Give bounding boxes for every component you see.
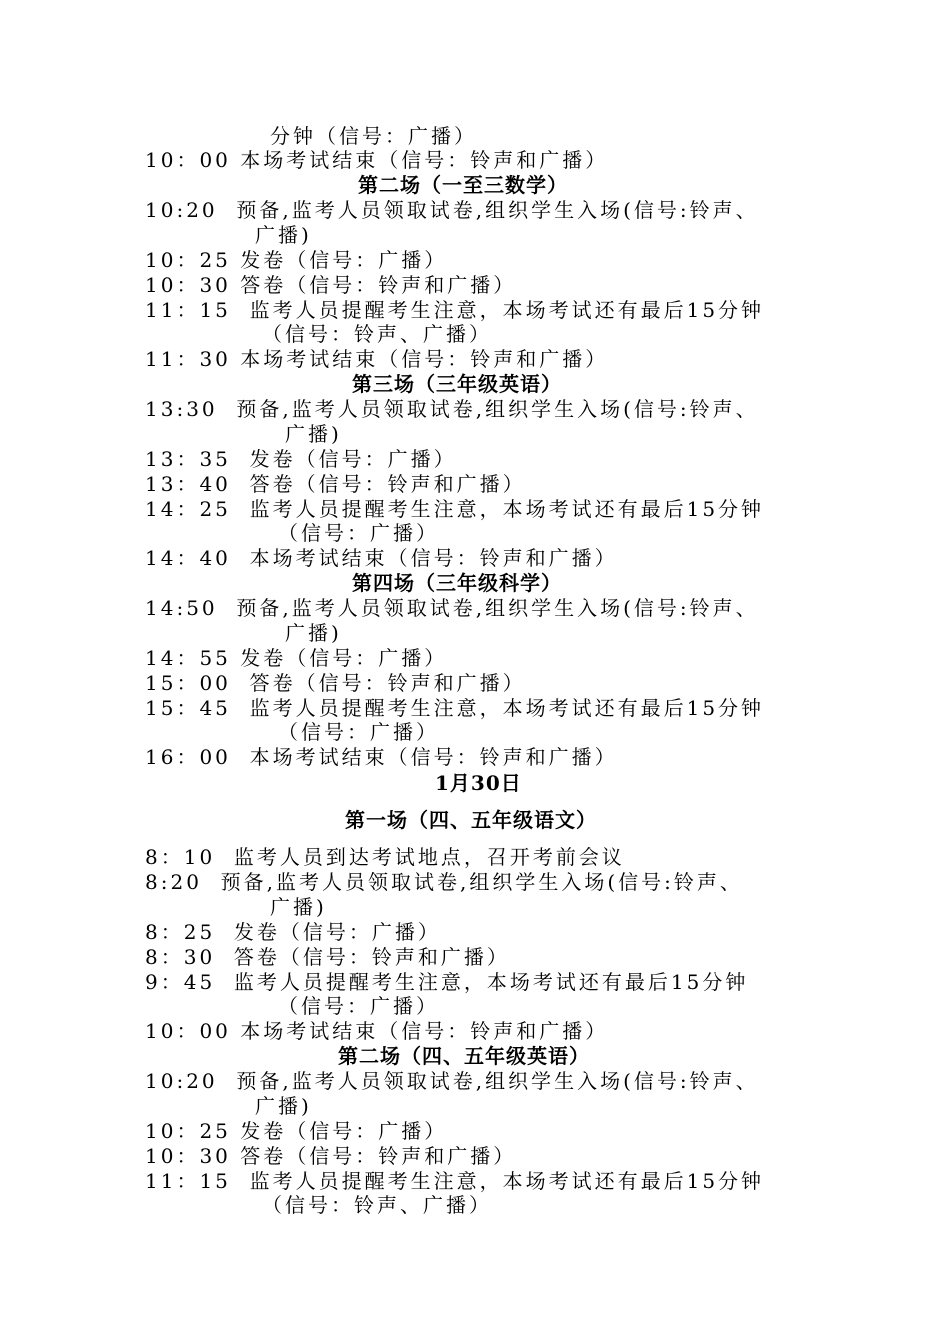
text-line: 分钟（信号：广播） <box>270 124 477 148</box>
text-line: 10：00 本场考试结束（信号：铃声和广播） <box>145 148 609 172</box>
text-line: （信号：广播） <box>278 720 439 744</box>
text-line: 9：45 监考人员提醒考生注意，本场考试还有最后15分钟 <box>145 970 749 994</box>
section-heading: 第四场（三年级科学） <box>352 571 562 595</box>
text-line: （信号：广播） <box>278 521 439 545</box>
text-line: 广播) <box>255 223 312 247</box>
text-line: 广播) <box>270 895 327 919</box>
text-line: 13:30 预备,监考人员领取试卷,组织学生入场(信号:铃声、 <box>145 397 759 421</box>
text-line: （信号：广播） <box>278 994 439 1018</box>
text-line: 16：00 本场考试结束（信号：铃声和广播） <box>145 745 618 769</box>
text-line: 13：35 发卷（信号：广播） <box>145 447 457 471</box>
text-line: 11：15 监考人员提醒考生注意，本场考试还有最后15分钟 <box>145 1169 765 1193</box>
text-line: （信号：铃声、广播） <box>262 322 492 346</box>
text-line: 13：40 答卷（信号：铃声和广播） <box>145 472 526 496</box>
text-line: 8：30 答卷（信号：铃声和广播） <box>145 945 510 969</box>
section-heading: 第二场（四、五年级英语） <box>338 1044 590 1068</box>
text-line: 10:20 预备,监考人员领取试卷,组织学生入场(信号:铃声、 <box>145 1069 759 1093</box>
text-line: 8：25 发卷（信号：广播） <box>145 920 441 944</box>
text-line: 10：30 答卷（信号：铃声和广播） <box>145 1144 517 1168</box>
text-line: 广播) <box>255 1094 312 1118</box>
section-heading: 第二场（一至三数学） <box>358 173 568 197</box>
text-line: 10：25 发卷（信号：广播） <box>145 1119 448 1143</box>
text-line: 14：40 本场考试结束（信号：铃声和广播） <box>145 546 618 570</box>
text-line: 11：15 监考人员提醒考生注意，本场考试还有最后15分钟 <box>145 298 765 322</box>
text-line: 8:20 预备,监考人员领取试卷,组织学生入场(信号:铃声、 <box>145 870 743 894</box>
text-line: 广播) <box>285 621 342 645</box>
section-heading: 第一场（四、五年级语文） <box>345 808 597 832</box>
text-line: 15：45 监考人员提醒考生注意，本场考试还有最后15分钟 <box>145 696 765 720</box>
text-line: 10：25 发卷（信号：广播） <box>145 248 448 272</box>
text-line: 14：55 发卷（信号：广播） <box>145 646 448 670</box>
text-line: 8：10 监考人员到达考试地点，召开考前会议 <box>145 845 625 869</box>
text-line: 10：00 本场考试结束（信号：铃声和广播） <box>145 1019 609 1043</box>
text-line: 14：25 监考人员提醒考生注意，本场考试还有最后15分钟 <box>145 497 765 521</box>
date-heading: 1月30日 <box>435 771 522 795</box>
text-line: 15：00 答卷（信号：铃声和广播） <box>145 671 526 695</box>
text-line: （信号：铃声、广播） <box>262 1193 492 1217</box>
text-line: 11：30 本场考试结束（信号：铃声和广播） <box>145 347 609 371</box>
text-line: 广播) <box>285 422 342 446</box>
text-line: 10:20 预备,监考人员领取试卷,组织学生入场(信号:铃声、 <box>145 198 759 222</box>
section-heading: 第三场（三年级英语） <box>352 372 562 396</box>
text-line: 10：30 答卷（信号：铃声和广播） <box>145 273 517 297</box>
text-line: 14:50 预备,监考人员领取试卷,组织学生入场(信号:铃声、 <box>145 596 759 620</box>
